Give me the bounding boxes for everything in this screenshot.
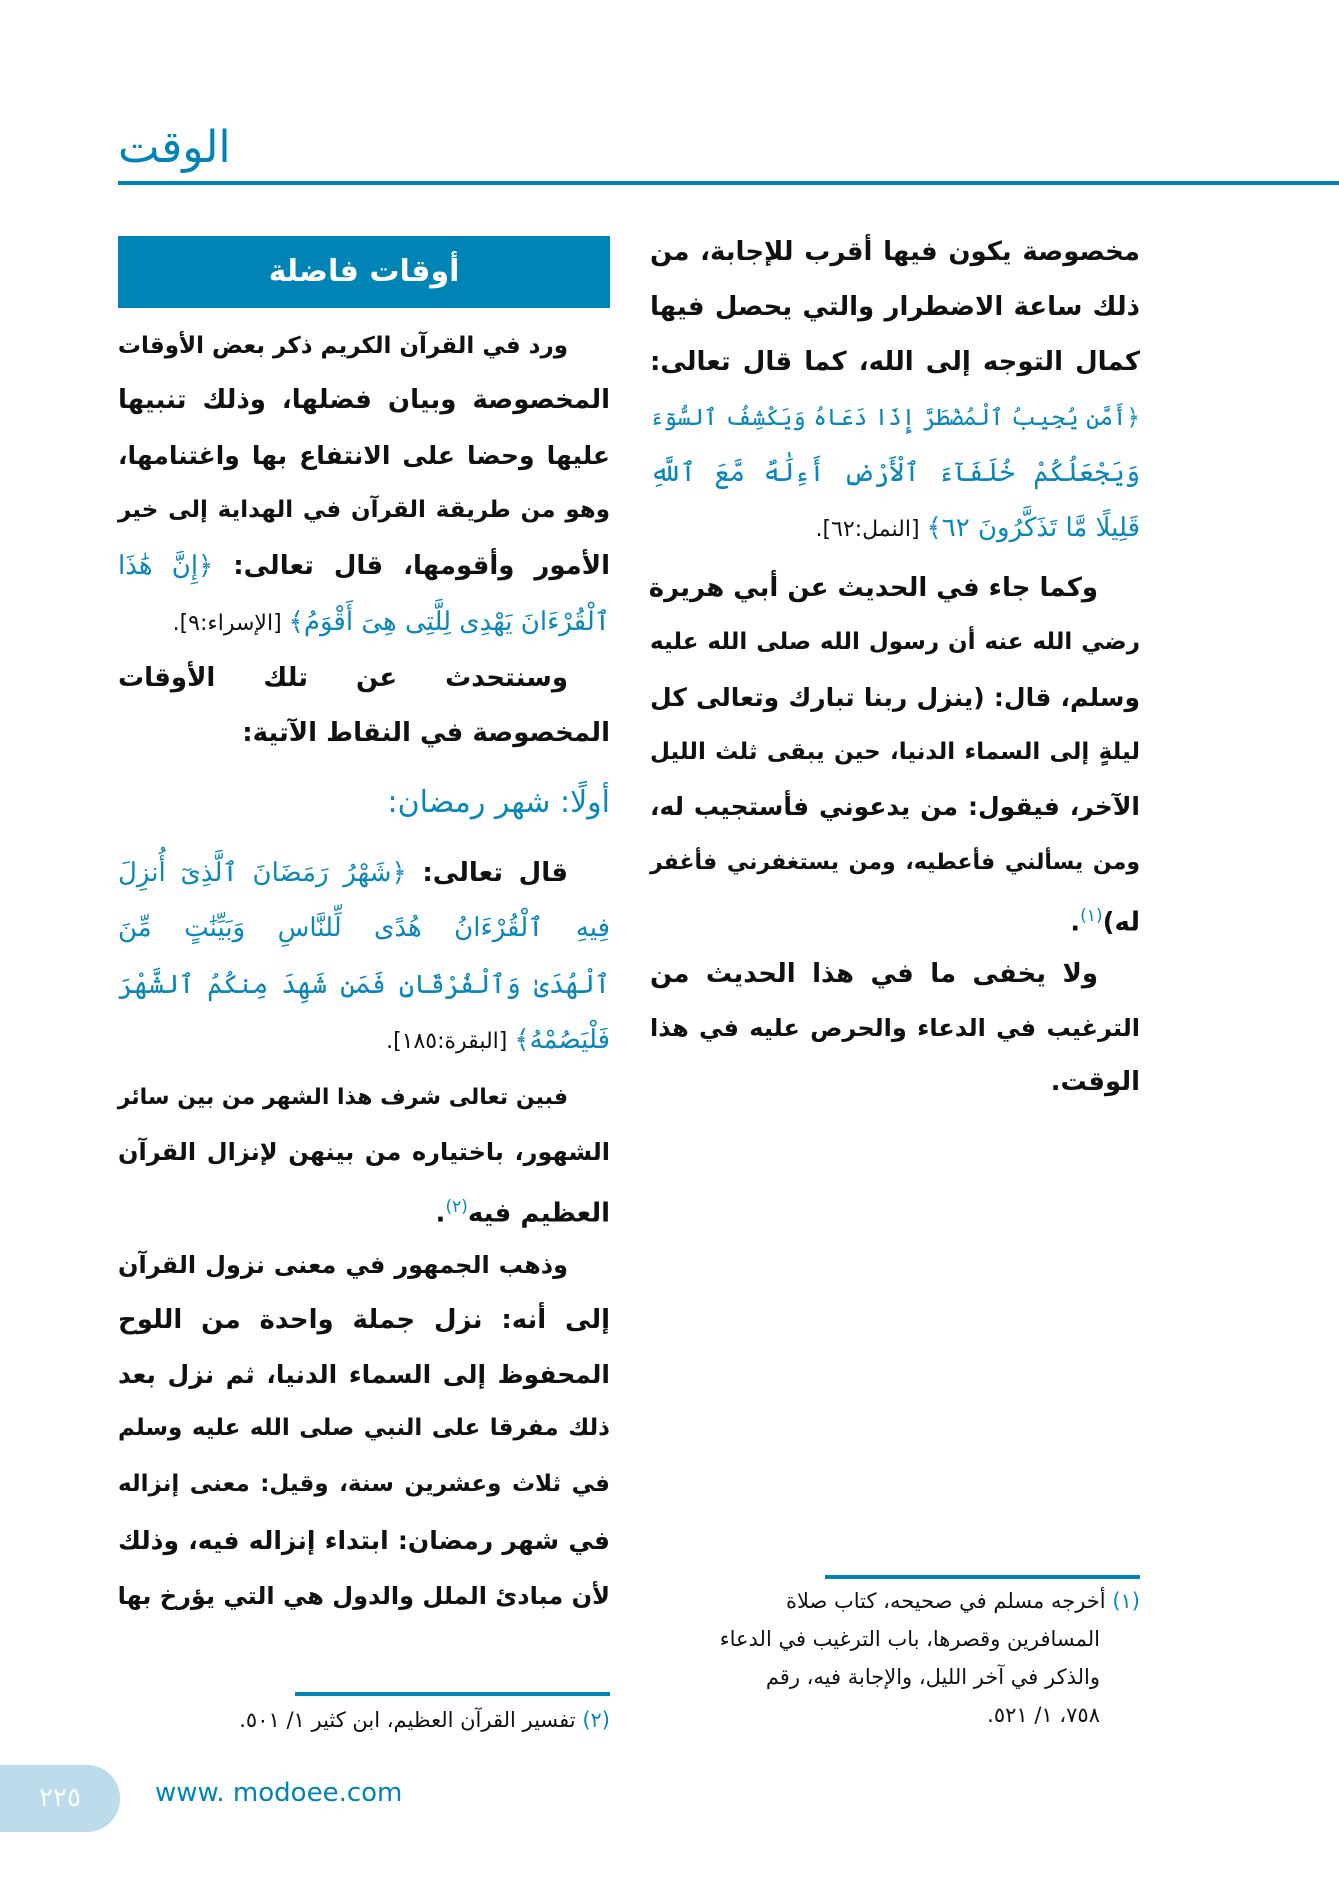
right-column-text-line (650, 725, 1140, 780)
right-column-text-line (650, 335, 1140, 390)
body-text: ليلةٍ إلى السماء الدنيا، حين يبقى ثلث الليل (650, 739, 1140, 765)
footnote-text: تفسير القرآن العظيم، ابن كثير ١/ ٥٠١. (239, 1708, 576, 1732)
quran-verse: ﴿أَمَّن يُجِيبُ ٱلْمُضْطَرَّ إِذَا دَعَاهُ وَيَكْشِفُ ٱلسُّوٓءَ (650, 405, 1140, 431)
body-text: فبين تعالى شرف هذا الشهر من بين سائر (117, 1085, 568, 1110)
body-text: الترغيب في الدعاء والحرص عليه في هذا (650, 1014, 1140, 1042)
left-column-text-line (118, 1180, 610, 1235)
right-column-text-line (650, 615, 1140, 670)
body-text: وسنتحدث عن تلك الأوقات (118, 663, 568, 693)
website-link[interactable]: www. modoee.com (155, 1778, 403, 1808)
footnote-text: أخرجه مسلم في صحيحه، كتاب صلاة (785, 1589, 1106, 1613)
quran-verse: وَيَجْعَلُكُمْ خُلَفَآءَ ٱلْأَرْضِ أَءِلَٰهٌ مَّعَ ٱللَّهِ (650, 458, 1140, 488)
body-text: الآخر، فيقول: من يدعوني فأستجيب له، (650, 792, 1140, 821)
left-column-text-line (118, 651, 610, 706)
right-column-text-line (650, 225, 1140, 280)
footnote-marker: (١) (1080, 906, 1103, 926)
body-text: رضي الله عنه أن رسول الله صلى الله عليه (650, 629, 1140, 655)
chapter-title: الوقت (118, 122, 231, 173)
right-column-text-line (650, 391, 1140, 446)
left-column-text-line (118, 958, 610, 1013)
body-text: وكما جاء في الحديث عن أبي هريرة (648, 573, 1098, 603)
left-column-text-line (118, 1569, 610, 1624)
left-column-text-line (118, 428, 610, 483)
right-column-text-line (650, 1001, 1140, 1056)
body-text: له) (1102, 907, 1140, 938)
body-text: الأمور وأقومها، قال تعالى: (213, 551, 610, 581)
body-text: العظيم فيه (467, 1198, 610, 1229)
right-column-text-line (650, 561, 1140, 616)
left-column-text-line (118, 1513, 610, 1568)
right-column-text-line (650, 889, 1140, 944)
header-divider (118, 181, 1339, 185)
footnote-1 (720, 1582, 1140, 1734)
left-column-text-line (118, 706, 610, 761)
footnote-marker: (٢) (445, 1197, 468, 1217)
section-heading: أوقات فاضلة (118, 236, 610, 308)
left-column-text-line (118, 595, 610, 650)
right-column-text-line (650, 670, 1140, 725)
verse-reference: [الإسراء:٩]. (172, 611, 289, 636)
footnote-text: والذكر في آخر الليل، والإجابة فيه، رقم (765, 1665, 1100, 1689)
footnote-2 (239, 1701, 610, 1739)
body-text: المخصوصة في النقاط الآتية: (242, 718, 610, 748)
quran-verse: ٱلْهُدَىٰ وَٱلْفُرْقَانِ فَمَن شَهِدَ مِنكُمُ ٱلشَّهْرَ (118, 970, 610, 1000)
body-text: مخصوصة يكون فيها أقرب للإجابة، من (650, 237, 1140, 267)
footnote-divider (295, 1692, 610, 1696)
body-text: المخصوصة وبيان فضلها، وذلك تنبيها (118, 385, 610, 415)
left-column-text-line (118, 1238, 610, 1293)
right-column-text-line (650, 446, 1140, 501)
quran-verse: ﴿شَهْرُ رَمَضَانَ ٱلَّذِىٓ أُنزِلَ (118, 858, 407, 888)
quran-verse: قَلِيلًا مَّا تَذَكَّرُونَ ٦٢﴾ (926, 513, 1140, 543)
body-text: ورد في القرآن الكريم ذكر بعض الأوقات (117, 333, 568, 359)
quran-verse: فَلْيَصُمْهُ﴾ (514, 1025, 610, 1055)
body-text: إلى أنه: نزل جملة واحدة من اللوح (118, 1305, 610, 1335)
body-text: . (1070, 907, 1081, 938)
left-column-text-line (118, 539, 610, 594)
body-text: وسلم، قال: (ينزل ربنا تبارك وتعالى كل (650, 683, 1140, 712)
right-column-text-line (650, 501, 1140, 556)
quran-verse: ٱلْقُرْءَانَ يَهْدِى لِلَّتِى هِىَ أَقْوَمُ﴾ (288, 607, 610, 637)
page-number-badge: ٢٢٥ (0, 1765, 120, 1832)
footnote-divider (825, 1575, 1140, 1579)
left-column-text-line (118, 1293, 610, 1348)
subheading: أولًا: شهر رمضان: (387, 785, 610, 820)
right-column-text-line (650, 835, 1140, 890)
body-text: في ثلاث وعشرين سنة، وقيل: معنى إنزاله (118, 1471, 610, 1497)
footnote-number: (١) (1112, 1589, 1140, 1613)
verse-reference: [البقرة:١٨٥]. (386, 1029, 515, 1054)
body-text: قال تعالى: (406, 858, 568, 888)
left-column-text-line (118, 1401, 610, 1456)
footnote-number: (٢) (582, 1708, 610, 1732)
footnote-text: ٧٥٨، ١/ ٥٢١. (987, 1703, 1100, 1727)
body-text: وهو من طريقة القرآن في الهداية إلى خير (118, 497, 610, 523)
left-column-text-line (118, 1125, 610, 1180)
verse-reference: [النمل:٦٢]. (815, 517, 927, 542)
body-text: المحفوظ إلى السماء الدنيا، ثم نزل بعد (118, 1360, 610, 1389)
left-column-text-line (118, 1347, 610, 1402)
body-text: . (435, 1198, 446, 1229)
right-column-text-line (650, 947, 1140, 1002)
footnote-text: المسافرين وقصرها، باب الترغيب في الدعاء (719, 1627, 1100, 1651)
body-text: ولا يخفى ما في هذا الحديث من (650, 959, 1098, 989)
body-text: لأن مبادئ الملل والدول هي التي يؤرخ بها (117, 1582, 610, 1610)
right-column-text-line (650, 779, 1140, 834)
quran-verse: فِيهِ ٱلْقُرْءَانُ هُدًى لِّلنَّاسِ وَبَيِّنَٰتٍ مِّنَ (118, 913, 610, 943)
left-column-text-line (118, 373, 610, 428)
body-text: في شهر رمضان: ابتداء إنزاله فيه، وذلك (118, 1526, 610, 1555)
left-column-text-line (118, 1013, 610, 1068)
body-text: كمال التوجه إلى الله، كما قال تعالى: (650, 347, 1140, 377)
body-text: ذلك مفرقا على النبي صلى الله عليه وسلم (118, 1415, 610, 1441)
left-column-text-line (118, 1457, 610, 1512)
left-column-text-line (118, 901, 610, 956)
body-text: ومن يسألني فأعطيه، ومن يستغفرني فأغفر (650, 850, 1140, 875)
left-column-text-line (118, 1070, 610, 1125)
left-column-text-line (118, 846, 610, 901)
body-text: الشهور، باختياره من بينهن لإنزال القرآن (118, 1138, 610, 1166)
body-text: الوقت. (1050, 1067, 1140, 1097)
left-column-text-line (118, 483, 610, 538)
right-column-text-line (650, 280, 1140, 335)
left-column-text-line (118, 775, 610, 830)
quran-verse: ﴿إِنَّ هَٰذَا (118, 551, 214, 581)
left-column-text-line (118, 319, 610, 374)
body-text: عليها وحضا على الانتفاع بها واغتنامها، (118, 441, 610, 470)
body-text: وذهب الجمهور في معنى نزول القرآن (118, 1251, 568, 1279)
right-column-text-line (650, 1055, 1140, 1110)
body-text: ذلك ساعة الاضطرار والتي يحصل فيها (650, 292, 1140, 322)
